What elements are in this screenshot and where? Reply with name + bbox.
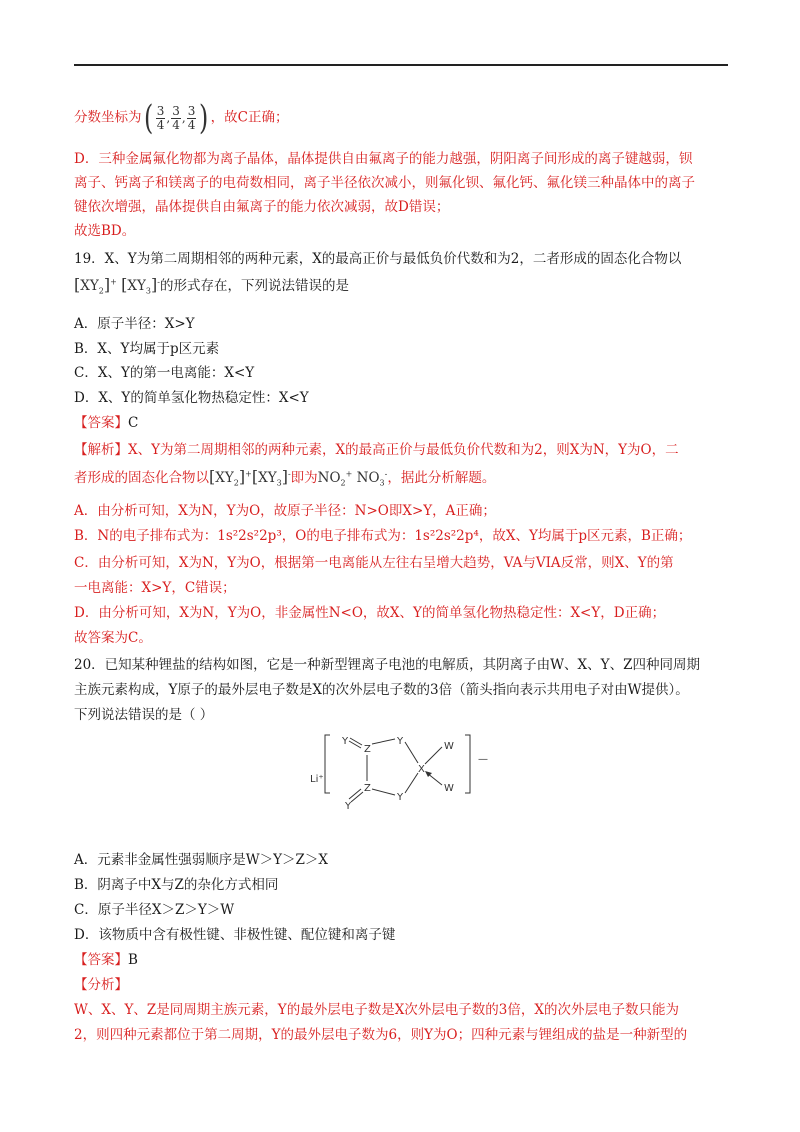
answer-value: B: [128, 952, 138, 968]
q19-option-c: C．X、Y的第一电离能：X<Y: [74, 365, 255, 381]
q19-stem-line-1: 19．X、Y为第二周期相邻的两种元素，X的最高正价与最低负价代数和为2，二者形成的固态化合物以: [74, 251, 682, 267]
q20-answer: [74, 951, 138, 969]
coordinate-line: [74, 100, 288, 136]
frac-num: 3: [156, 103, 165, 118]
q19-solution-a: A．由分析可知，X为N，Y为O，故原子半径：N>O即X>Y，A正确；: [74, 503, 496, 519]
option-d-line-3: 键依次增强，晶体提供自由氟离子的能力依次减弱，故D错误；: [74, 199, 450, 215]
q19-option-d: D．X、Y的简单氢化物热稳定性：X<Y: [74, 390, 309, 406]
bond-y-x-top: [405, 742, 418, 763]
atom-w-top: W: [444, 741, 454, 752]
formula-xy2-cation: $[XY_2]^+$: [74, 275, 117, 296]
anion-charge: —: [478, 754, 488, 765]
electron-config-o: 1s²2s²2p⁴: [414, 528, 479, 544]
frac-den: 4: [156, 117, 165, 132]
atom-z-top: Z: [364, 744, 371, 755]
bond-x-w-top: [425, 747, 442, 764]
atom-x-center: X: [418, 764, 425, 775]
choice-conclusion: 故选BD。: [74, 223, 136, 239]
q19-solution-b: B．N的电子排布式为：1s²2s²2p³，O的电子排布式为：1s²2s²2p⁴，故X、Y均属于p区元素，B正确；: [74, 528, 692, 544]
frac-den: 4: [187, 117, 196, 132]
lithium-ion-label: Li⁺: [310, 774, 324, 785]
q19-option-b: B．X、Y均属于p区元素: [74, 341, 220, 357]
atom-y-bottom-ring: Y: [397, 792, 404, 803]
explanation-text: X、Y为第二周期相邻的两种元素，X的最高正价与最低负价代数和为2，则X为N，Y为O，二: [128, 442, 679, 458]
atom-y-top-ring: Y: [397, 736, 404, 747]
lithium-salt-structure-diagram: [300, 727, 500, 839]
formula-xy3-anion: $[XY_3]^-$: [251, 467, 291, 488]
q19-solution-c-line-1: C．由分析可知，X为N，Y为O，根据第一电离能从左往右呈增大趋势，VA与VIA反常，则X、Y的第: [74, 555, 674, 571]
formula-xy3-anion: $[XY_3]^-$: [121, 275, 160, 296]
atom-z-bottom: Z: [364, 783, 371, 794]
q20-analysis-line-2: 2，则四种元素都位于第二周期，Y的最外层电子数为6，则Y为O；四种元素与锂组成的盐是一种新型的: [74, 1027, 688, 1043]
frac-num: 3: [172, 103, 180, 118]
bond-z-y-top: [372, 739, 395, 744]
q20-option-a: A．元素非金属性强弱顺序是W＞Y＞Z＞X: [74, 852, 329, 868]
q19-explanation-line-2: [74, 468, 495, 487]
bond-y-z-top-1: [350, 738, 362, 745]
q19-solution-c-line-2: 一电离能：X>Y，C错误；: [74, 580, 236, 596]
formula-xy2-cation: $[XY_2]^+$: [209, 467, 252, 488]
header-rule: [74, 64, 728, 66]
answer-label: 【答案】: [74, 415, 128, 431]
electron-config-n: 1s²2s²2p³: [217, 528, 282, 544]
explanation-text: 即为: [290, 470, 318, 486]
explanation-text: 者形成的固态化合物以: [74, 470, 209, 486]
formula-no3-minus: $NO_3^-$: [356, 469, 388, 488]
bond-y-x-bottom: [405, 773, 418, 793]
fraction-coordinate: ( $\frac{3}{4}$ , $\frac{3}{4}$ , $\frac{3}{4}$ ): [143, 98, 209, 138]
q20-analysis-line-1: W、X、Y、Z是同周期主族元素，Y的最外层电子数是X次外层电子数的3倍，X的次外层电子数只能为: [74, 1002, 680, 1018]
q20-option-d: D．该物质中含有极性键、非极性键、配位键和离子键: [74, 927, 396, 943]
explanation-label: 【解析】: [74, 442, 128, 458]
q20-stem-line-2: 主族元素构成，Y原子的最外层电子数是X的次外层电子数的3倍（箭头指向表示共用电子对由W提供）。: [74, 682, 689, 698]
bond-y-z-top-2: [349, 741, 361, 748]
right-bracket: [465, 735, 470, 793]
q20-stem-line-1: 20．已知某种锂盐的结构如图，它是一种新型锂离子电池的电解质，其阴离子由W、X、Y、Z四种同周期: [74, 657, 700, 673]
q19-explanation-line-1: [74, 441, 679, 459]
coordinate-conclusion: ，故C正确；: [210, 109, 289, 126]
q19-stem-line-2: [74, 276, 349, 295]
q19-solution-d: D．由分析可知，X为N，Y为O，非金属性N<O，故X、Y的简单氢化物热稳定性：X<Y，D正确；: [74, 605, 666, 621]
q19-stem-tail: 的形式存在，下列说法错误的是: [159, 278, 349, 294]
q19-final-answer: 故答案为C。: [74, 630, 152, 646]
bond-y-z-bottom-2: [349, 789, 361, 799]
frac-den: 4: [172, 117, 180, 132]
bond-y-z-bottom-1: [351, 792, 363, 802]
atom-w-bottom: W: [444, 783, 454, 794]
q20-stem-line-3: 下列说法错误的是（ ）: [74, 707, 214, 723]
q19-option-a: A．原子半径：X>Y: [74, 316, 195, 332]
atom-y-top-left: Y: [342, 736, 349, 747]
option-d-line-2: 离子、钙离子和镁离子的电荷数相同，离子半径依次减小，则氟化钡、氟化钙、氟化镁三种晶体中的离子: [74, 175, 695, 191]
formula-no2-plus: $NO_2^+$: [317, 469, 353, 488]
frac-num: 3: [187, 103, 196, 118]
option-d-line-1: D．三种金属氟化物都为离子晶体，晶体提供自由氟离子的能力越强，阴阳离子间形成的离子键越弱，钡: [74, 151, 693, 167]
coordinate-label: 分数坐标为: [74, 109, 142, 126]
left-bracket: [325, 735, 330, 793]
q20-analysis-label: 【分析】: [74, 977, 128, 993]
q20-option-b: B．阴离子中X与Z的杂化方式相同: [74, 877, 279, 893]
answer-value: C: [128, 415, 139, 431]
atom-y-bottom-left: Y: [345, 801, 352, 812]
explanation-text: ，据此分析解题。: [387, 470, 496, 486]
q20-option-c: C．原子半径X＞Z＞Y＞W: [74, 902, 235, 918]
answer-label: 【答案】: [74, 952, 128, 968]
q19-answer: [74, 414, 138, 432]
bond-z-y-bottom: [372, 789, 395, 795]
